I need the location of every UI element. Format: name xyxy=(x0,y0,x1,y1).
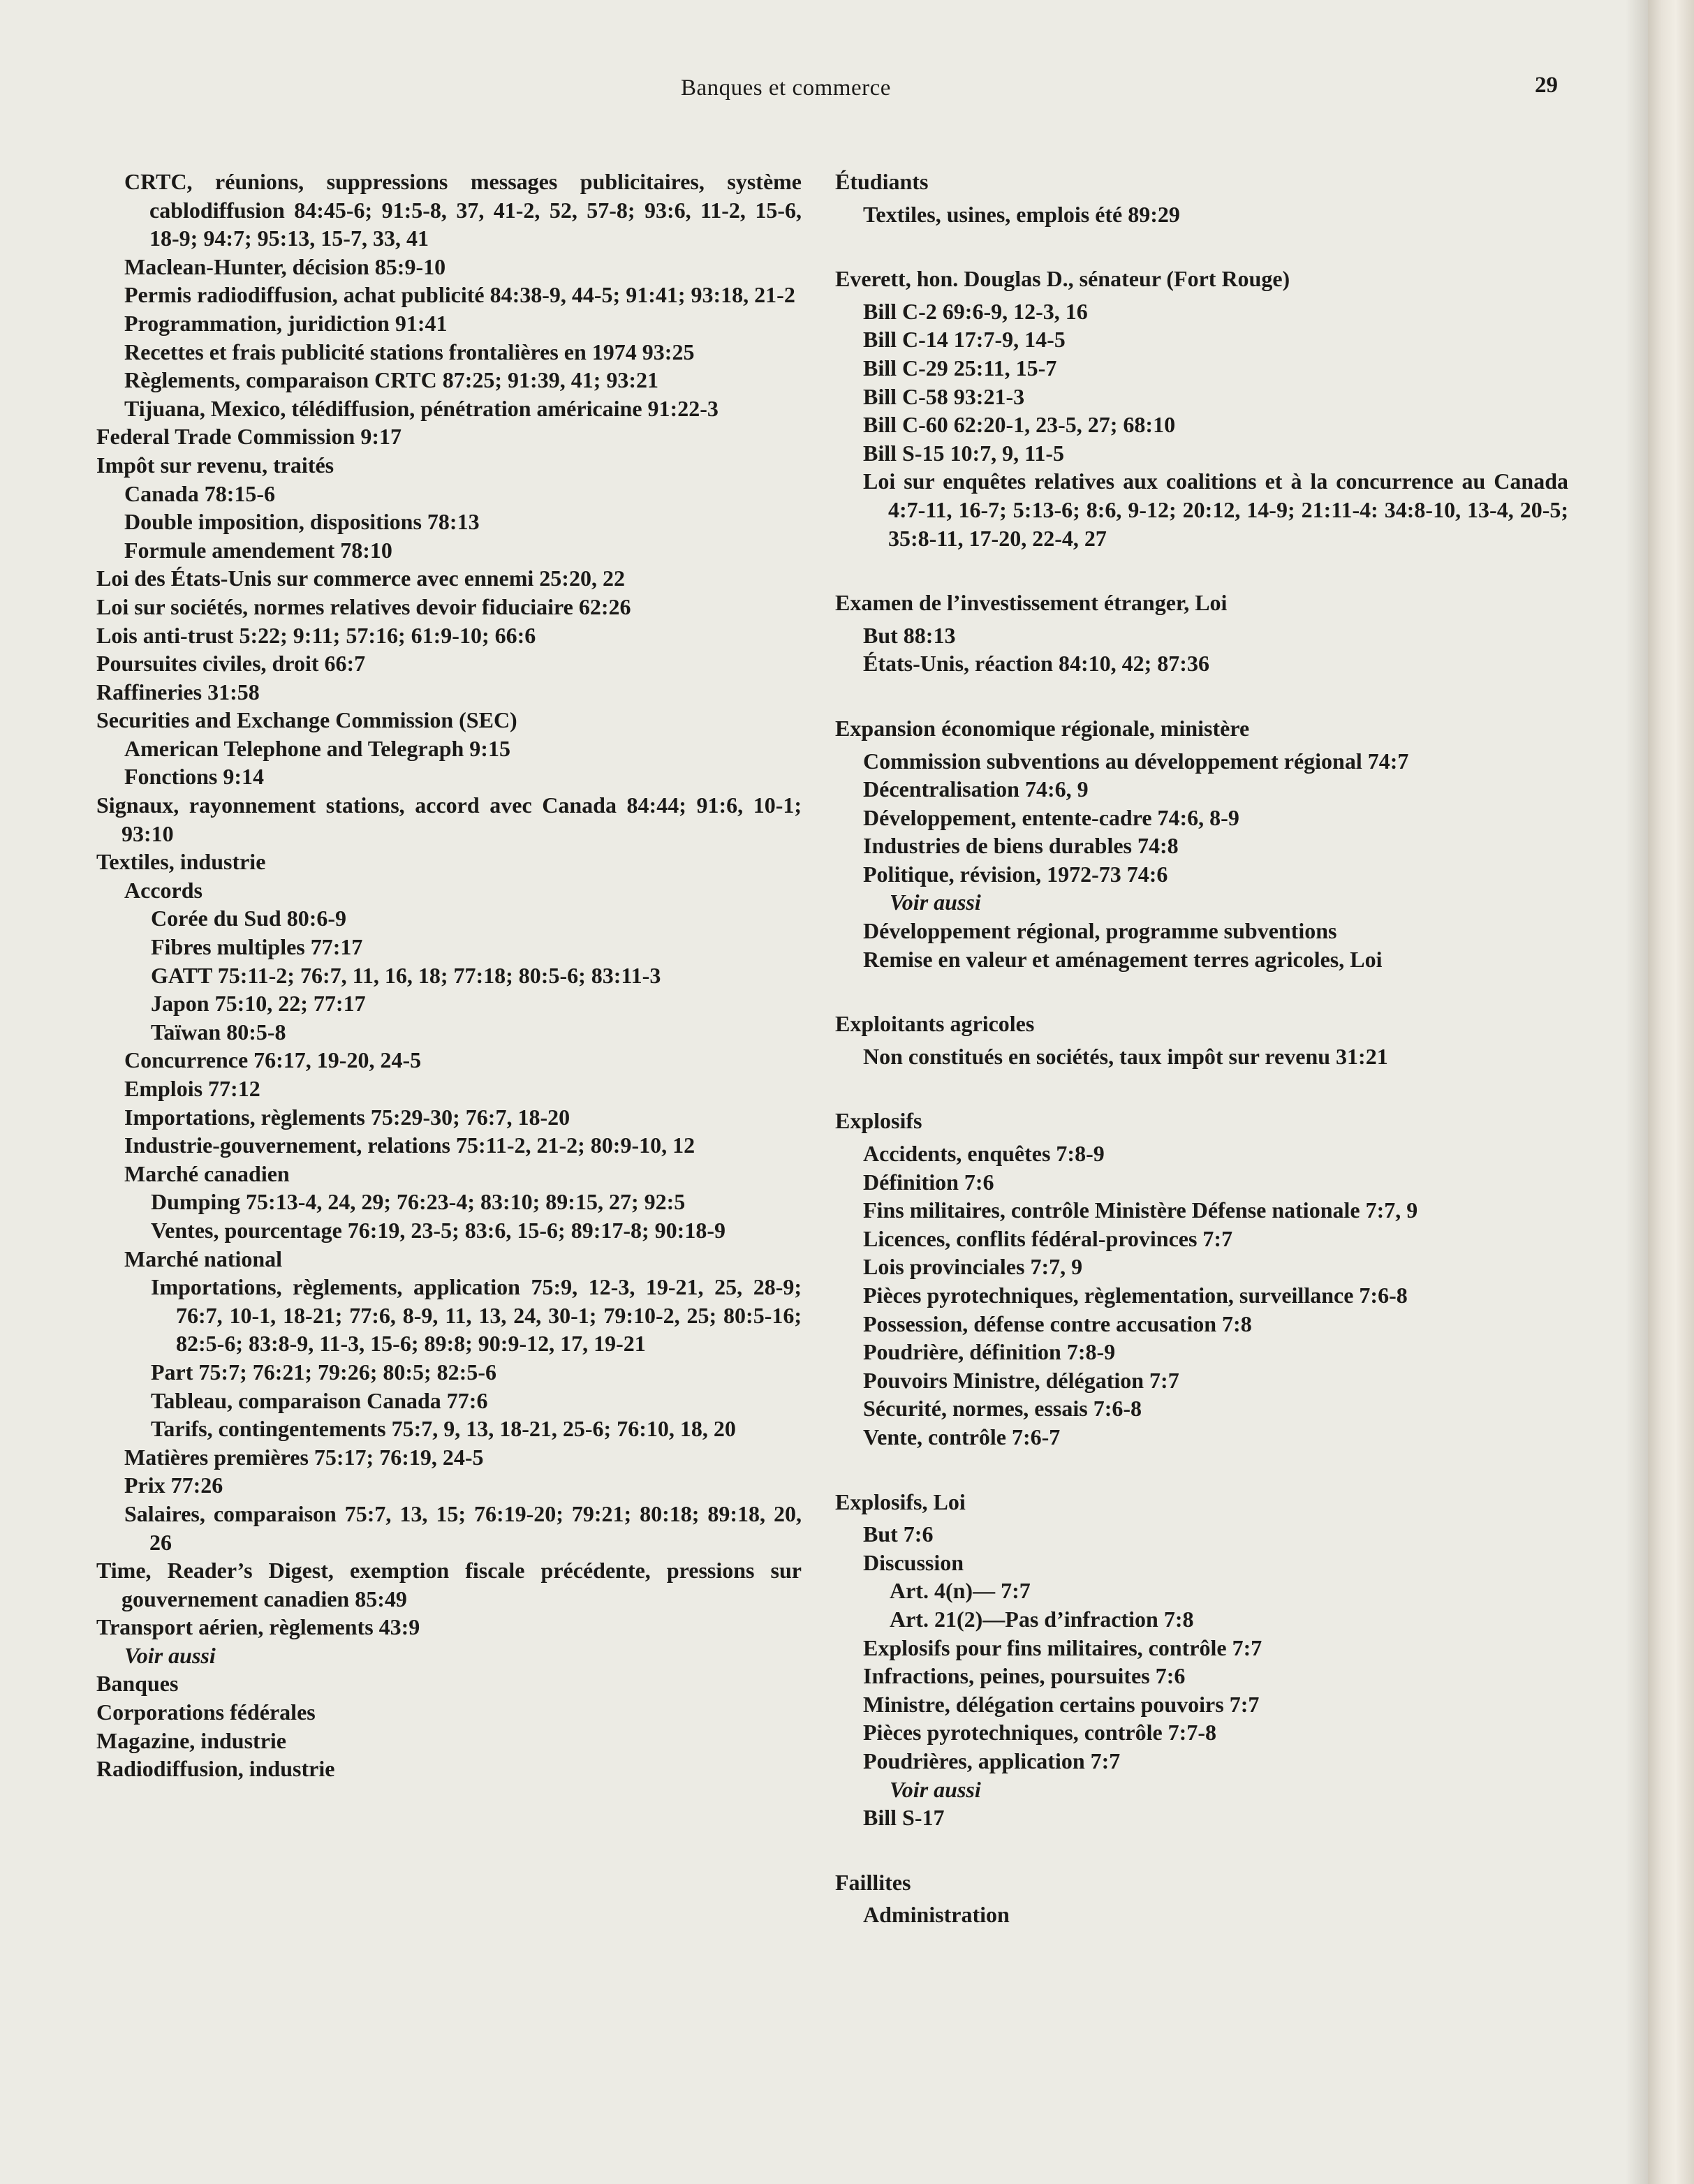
index-entry: Corée du Sud 80:6-9 xyxy=(151,906,347,931)
index-entry: Industrie-gouvernement, relations 75:11-2, 21-2; 80:9-10, 12 xyxy=(124,1132,695,1158)
index-entry: Poudrière, définition 7:8-9 xyxy=(863,1339,1116,1365)
index-entry: Securities and Exchange Commission (SEC) xyxy=(96,707,517,733)
index-entry: Loi sur sociétés, normes relatives devoir fiduciaire 62:26 xyxy=(96,593,631,619)
index-entry: Vente, contrôle 7:6-7 xyxy=(863,1424,1061,1449)
section-spacer xyxy=(835,228,1568,265)
index-column-right xyxy=(835,168,1568,1929)
index-entry: Formule amendement 78:10 xyxy=(124,537,392,563)
index-entry: Signaux, rayonnement stations, accord avec Canada 84:44; 91:6, 10-1; 93:10 xyxy=(96,792,802,846)
index-column-left xyxy=(96,168,802,1783)
index-entry: Remise en valeur et aménagement terres agricoles, Loi xyxy=(863,946,1383,972)
index-entry: Radiodiffusion, industrie xyxy=(96,1756,335,1782)
page-gutter-shadow xyxy=(1626,0,1648,2184)
index-entry: Accords xyxy=(124,877,202,903)
index-entry: Pièces pyrotechniques, contrôle 7:7-8 xyxy=(863,1720,1216,1746)
index-entry: Art. 4(n)— 7:7 xyxy=(890,1578,1031,1604)
index-entry: Bill C-60 62:20-1, 23-5, 27; 68:10 xyxy=(863,412,1176,438)
index-entry: Corporations fédérales xyxy=(96,1699,316,1725)
index-entry: Marché national xyxy=(124,1246,283,1271)
index-entry: Fonctions 9:14 xyxy=(124,764,264,790)
index-entry: Pièces pyrotechniques, règlementation, surveillance 7:6-8 xyxy=(863,1283,1408,1308)
index-entry: Importations, règlements 75:29-30; 76:7, 18-20 xyxy=(124,1104,570,1130)
index-entry: Raffineries 31:58 xyxy=(96,679,260,704)
index-entry: Loi des États-Unis sur commerce avec ennemi 25:20, 22 xyxy=(96,566,625,591)
index-entry: Banques xyxy=(96,1671,179,1697)
page-stack-edge xyxy=(1648,0,1694,2184)
index-entry: Bill S-17 xyxy=(863,1805,945,1831)
index-entry: Poudrières, application 7:7 xyxy=(863,1748,1121,1773)
index-entry: Maclean-Hunter, décision 85:9-10 xyxy=(124,253,446,279)
index-entry: Art. 21(2)—Pas d’infraction 7:8 xyxy=(890,1606,1194,1632)
section-spacer xyxy=(835,678,1568,714)
section-spacer xyxy=(835,1832,1568,1868)
index-entry: Bill S-15 10:7, 9, 11-5 xyxy=(863,440,1065,466)
index-entry: Transport aérien, règlements 43:9 xyxy=(96,1614,420,1640)
index-entry: Matières premières 75:17; 76:19, 24-5 xyxy=(124,1444,484,1470)
index-entry: Développement, entente-cadre 74:6, 8-9 xyxy=(863,804,1239,830)
index-heading: Étudiants xyxy=(835,169,929,194)
index-heading: Explosifs xyxy=(835,1108,922,1134)
index-entry: Non constitués en sociétés, taux impôt sur revenu 31:21 xyxy=(863,1043,1388,1069)
section-spacer xyxy=(835,1452,1568,1488)
index-entry: Définition 7:6 xyxy=(863,1169,994,1195)
index-entry: Magazine, industrie xyxy=(96,1727,286,1753)
index-heading: Explosifs, Loi xyxy=(835,1489,966,1514)
index-heading: Examen de l’investissement étranger, Loi xyxy=(835,590,1228,616)
index-entry: Ministre, délégation certains pouvoirs 7:7 xyxy=(863,1691,1260,1717)
index-entry: Tijuana, Mexico, télédiffusion, pénétration américaine 91:22-3 xyxy=(124,395,719,421)
index-entry: Part 75:7; 76:21; 79:26; 80:5; 82:5-6 xyxy=(151,1359,496,1385)
index-entry: États-Unis, réaction 84:10, 42; 87:36 xyxy=(863,651,1209,677)
index-entry: Concurrence 76:17, 19-20, 24-5 xyxy=(124,1047,422,1073)
index-entry: Pouvoirs Ministre, délégation 7:7 xyxy=(863,1367,1179,1393)
index-entry: Textiles, industrie xyxy=(96,849,266,875)
index-entry: Licences, conflits fédéral-provinces 7:7 xyxy=(863,1225,1233,1251)
index-entry: Japon 75:10, 22; 77:17 xyxy=(151,991,366,1017)
index-entry: But 88:13 xyxy=(863,622,956,648)
index-entry: Bill C-58 93:21-3 xyxy=(863,383,1025,409)
index-entry: But 7:6 xyxy=(863,1521,934,1547)
section-spacer xyxy=(835,1070,1568,1107)
index-entry: Fins militaires, contrôle Ministère Défense nationale 7:7, 9 xyxy=(863,1197,1418,1223)
index-entry: Canada 78:15-6 xyxy=(124,480,276,506)
index-entry: Infractions, peines, poursuites 7:6 xyxy=(863,1663,1186,1689)
index-entry: CRTC, réunions, suppressions messages publicitaires, système cablodiffusion 84:45-6; 91:5-8, 37, 41-2, 52, 57-8; 93:6, 11-2, 15-6, 18-9; 94:7; 95:13, 15-7, 33, 41 xyxy=(124,169,802,251)
section-spacer xyxy=(835,552,1568,589)
index-entry: Salaires, comparaison 75:7, 13, 15; 76:19-20; 79:21; 80:18; 89:18, 20, 26 xyxy=(124,1500,802,1555)
index-entry: Bill C-14 17:7-9, 14-5 xyxy=(863,327,1066,353)
index-entry: Règlements, comparaison CRTC 87:25; 91:39, 41; 93:21 xyxy=(124,367,658,393)
index-entry: Industries de biens durables 74:8 xyxy=(863,833,1179,859)
index-entry: Bill C-29 25:11, 15-7 xyxy=(863,355,1057,381)
index-entry: Programmation, juridiction 91:41 xyxy=(124,310,448,336)
index-entry: Importations, règlements, application 75:9, 12-3, 19-21, 25, 28-9; 76:7, 10-1, 18-21; 77:6, 8-9, 11, 13, 24, 30-1; 79:10-2, 25; 80:5-16; 82:5-6; 83:8-9, 11-3, 15-6; 89:8; 90:9-12, 17, 19-21 xyxy=(151,1274,802,1357)
index-entry: Lois anti-trust 5:22; 9:11; 57:16; 61:9-10; 66:6 xyxy=(96,622,536,648)
index-entry: Administration xyxy=(863,1902,1010,1928)
index-entry: Permis radiodiffusion, achat publicité 84:38-9, 44-5; 91:41; 93:18, 21-2 xyxy=(124,282,795,308)
index-entry: Bill C-2 69:6-9, 12-3, 16 xyxy=(863,298,1088,324)
section-spacer xyxy=(835,973,1568,1010)
index-entry: Federal Trade Commission 9:17 xyxy=(96,424,402,450)
index-entry: Fibres multiples 77:17 xyxy=(151,934,363,960)
index-entry: Tarifs, contingentements 75:7, 9, 13, 18-21, 25-6; 76:10, 18, 20 xyxy=(151,1416,736,1442)
index-entry: Possession, défense contre accusation 7:8 xyxy=(863,1311,1252,1336)
index-entry: Double imposition, dispositions 78:13 xyxy=(124,509,480,535)
index-heading: Faillites xyxy=(835,1869,911,1895)
index-entry: Emplois 77:12 xyxy=(124,1076,260,1101)
page-number: 29 xyxy=(1535,73,1558,98)
index-entry: Prix 77:26 xyxy=(124,1473,223,1498)
index-entry: Accidents, enquêtes 7:8-9 xyxy=(863,1141,1105,1167)
index-entry: Recettes et frais publicité stations frontalières en 1974 93:25 xyxy=(124,339,695,364)
index-entry: Time, Reader’s Digest, exemption fiscale précédente, pressions sur gouvernement canadien 85:49 xyxy=(96,1558,802,1611)
index-entry: Tableau, comparaison Canada 77:6 xyxy=(151,1387,488,1413)
running-header: Banques et commerce xyxy=(681,75,891,101)
see-also-label: Voir aussi xyxy=(890,890,981,915)
index-entry: Dumping 75:13-4, 24, 29; 76:23-4; 83:10; 89:15, 27; 92:5 xyxy=(151,1189,686,1215)
see-also-label: Voir aussi xyxy=(890,1776,981,1802)
index-entry: Loi sur enquêtes relatives aux coalitions et à la concurrence au Canada 4:7-11, 16-7; 5:13-6; 8:6, 9-12; 20:12, 14-9; 21:11-4: 34:8-10, 13-4, 20-5; 35:8-11, 17-20, 22-4, 27 xyxy=(863,468,1568,551)
index-entry: Décentralisation 74:6, 9 xyxy=(863,776,1089,802)
index-entry: Explosifs pour fins militaires, contrôle 7:7 xyxy=(863,1635,1262,1660)
index-entry: Textiles, usines, emplois été 89:29 xyxy=(863,201,1180,227)
see-also-label: Voir aussi xyxy=(124,1642,216,1668)
index-entry: Discussion xyxy=(863,1549,964,1575)
index-entry: Sécurité, normes, essais 7:6-8 xyxy=(863,1396,1142,1422)
index-entry: Politique, révision, 1972-73 74:6 xyxy=(863,861,1168,887)
index-heading: Exploitants agricoles xyxy=(835,1011,1035,1037)
index-entry: Impôt sur revenu, traités xyxy=(96,452,334,478)
index-entry: Commission subventions au développement régional 74:7 xyxy=(863,748,1409,774)
index-heading: Everett, hon. Douglas D., sénateur (Fort Rouge) xyxy=(835,266,1290,292)
index-entry: Lois provinciales 7:7, 9 xyxy=(863,1254,1083,1280)
index-entry: GATT 75:11-2; 76:7, 11, 16, 18; 77:18; 80:5-6; 83:11-3 xyxy=(151,962,661,988)
index-entry: Développement régional, programme subventions xyxy=(863,918,1337,944)
index-entry: Ventes, pourcentage 76:19, 23-5; 83:6, 15-6; 89:17-8; 90:18-9 xyxy=(151,1217,726,1243)
index-heading: Expansion économique régionale, ministère xyxy=(835,715,1250,741)
index-entry: Poursuites civiles, droit 66:7 xyxy=(96,651,366,677)
index-entry: Marché canadien xyxy=(124,1160,290,1186)
index-entry: American Telephone and Telegraph 9:15 xyxy=(124,735,510,761)
index-entry: Taïwan 80:5-8 xyxy=(151,1019,286,1045)
